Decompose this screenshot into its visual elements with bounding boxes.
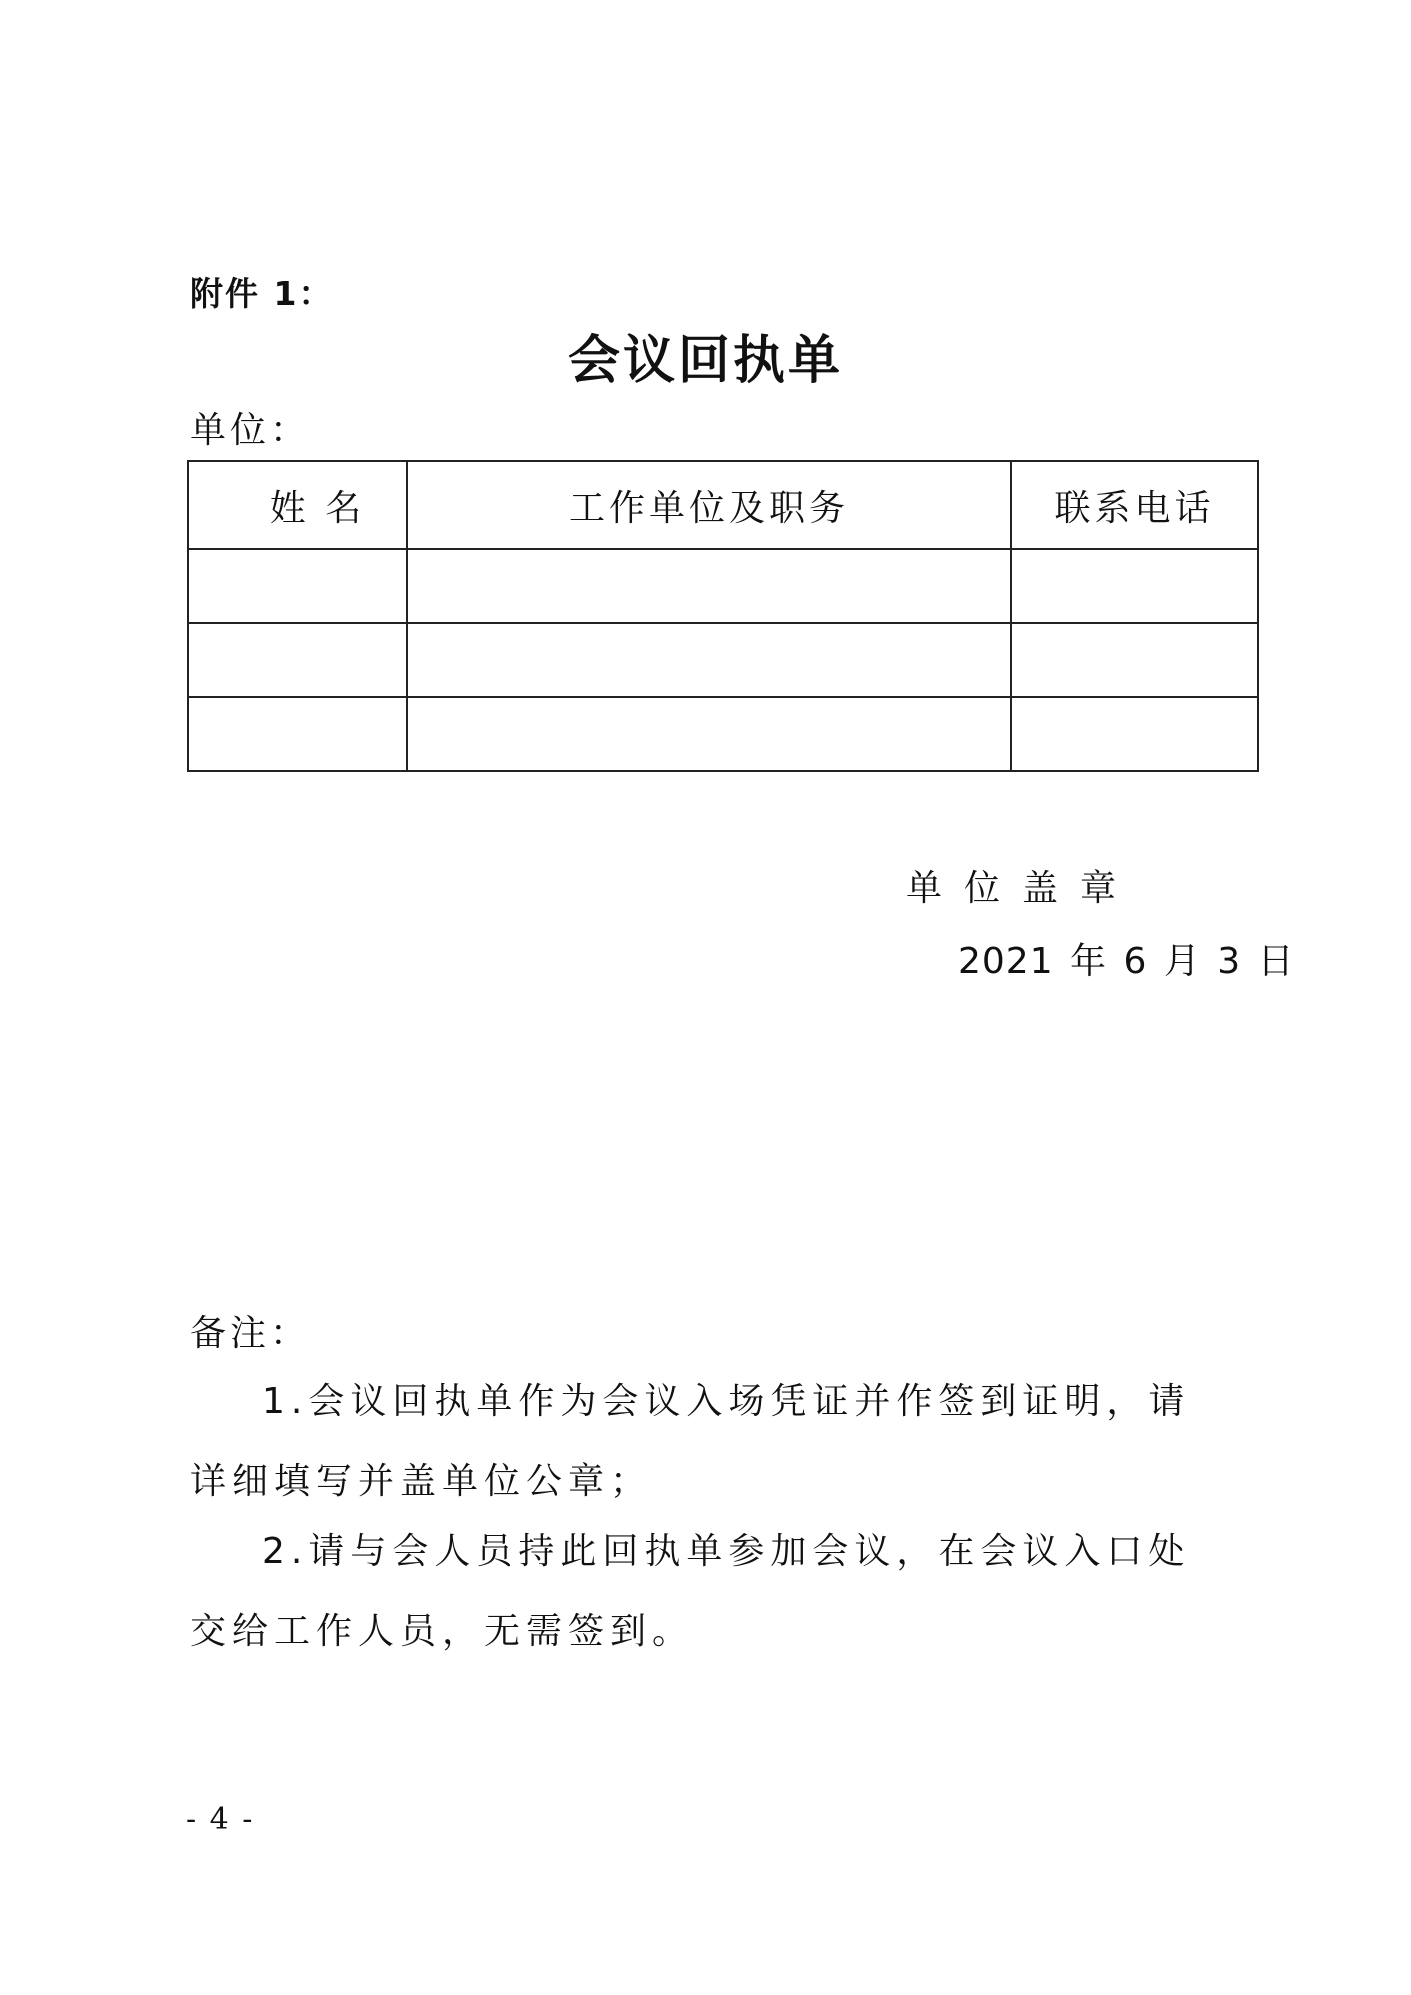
attachment-label: 附件 1： <box>190 274 334 313</box>
header-phone: 联系电话 <box>1011 461 1258 549</box>
table-header-row <box>188 461 1258 549</box>
header-name: 姓 名 <box>188 461 407 549</box>
cell-phone[interactable] <box>1011 697 1258 771</box>
cell-phone[interactable] <box>1011 549 1258 623</box>
receipt-table <box>187 460 1259 772</box>
cell-workplace-position[interactable] <box>407 623 1011 697</box>
unit-label: 单位： <box>190 410 311 451</box>
document-date: 2021 年 6 月 3 日 <box>958 941 1295 982</box>
page-number: - 4 - <box>186 1802 255 1837</box>
cell-name[interactable] <box>188 697 407 771</box>
cell-name[interactable] <box>188 623 407 697</box>
seal-text: 单位盖章 <box>906 868 1139 909</box>
table-row <box>188 697 1258 771</box>
document-title: 会议回执单 <box>567 331 843 391</box>
remark-item: 2.请与会人员持此回执单参加会议，在会议入口处交给工作人员，无需签到。 <box>190 1531 1191 1652</box>
remark-item: 1.会议回执单作为会议入场凭证并作签到证明，请详细填写并盖单位公章； <box>190 1381 1191 1502</box>
cell-phone[interactable] <box>1011 623 1258 697</box>
cell-workplace-position[interactable] <box>407 697 1011 771</box>
cell-name[interactable] <box>188 549 407 623</box>
table-row <box>188 549 1258 623</box>
remarks-label: 备注： <box>190 1313 311 1354</box>
table-row <box>188 623 1258 697</box>
cell-workplace-position[interactable] <box>407 549 1011 623</box>
header-workplace-position: 工作单位及职务 <box>407 461 1011 549</box>
